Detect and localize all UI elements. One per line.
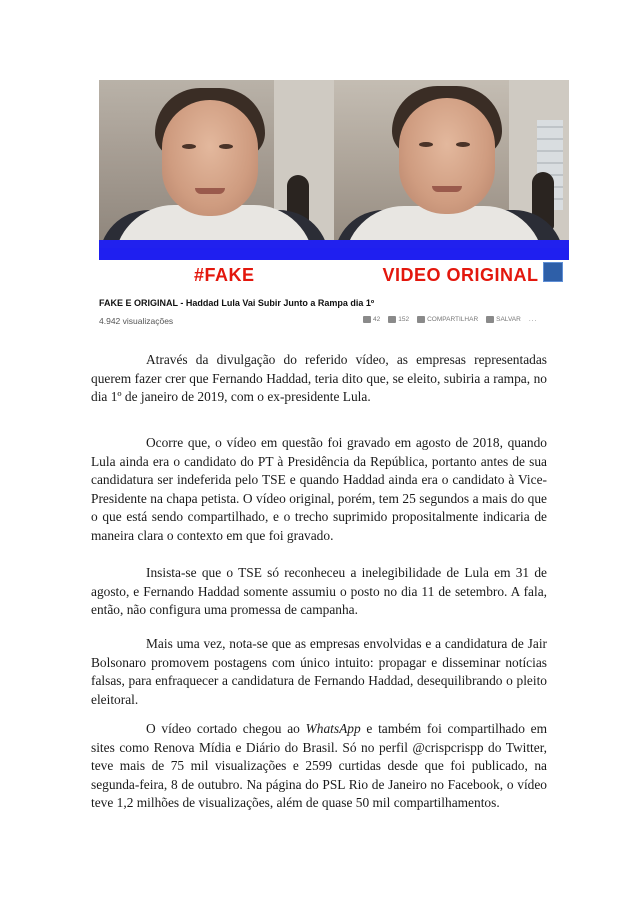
video-screenshot [93, 80, 569, 336]
video-caption-banner [99, 240, 569, 290]
thumbs-down-icon [388, 316, 396, 323]
video-views: 4.942 visualizações [99, 316, 174, 326]
more-options-icon: ... [528, 316, 538, 324]
save-button: SALVAR [486, 316, 521, 323]
dislike-button: 152 [388, 316, 409, 323]
video-frame-fake [99, 80, 334, 248]
paragraph-4: Mais uma vez, nota-se que as empresas envolvidas e a candidatura de Jair Bolsonaro promovem postagens com único intuito: propagar e disseminar notícias falsas, para enfraquecer a candidatura de Fernando Haddad, desequilibrando o pleito eleitoral. [91, 636, 547, 707]
like-button: 42 [363, 316, 380, 323]
share-icon [417, 316, 425, 323]
paragraph-5: O vídeo cortado chegou ao WhatsApp e também foi compartilhado em sites como Renova Mídia e Diário do Brasil. Só no perfil @crispcrispp do Twitter, teve mais de 75 mil visualizações e 2599 curtidas desde que foi publicado, na segunda-feira, 8 de outubro. Na página do PSL Rio de Janeiro no Facebook, o vídeo teve 1,2 milhões de visualizações, além de quase 50 mil compartilhamentos. [91, 721, 547, 811]
video-actions [363, 316, 537, 323]
video-frame-original [334, 80, 569, 248]
thumbs-up-icon [363, 316, 371, 323]
share-button: COMPARTILHAR [417, 316, 478, 323]
paragraph-1: Através da divulgação do referido vídeo, as empresas representadas querem fazer crer que Fernando Haddad, teria dito que, se eleito, subiria a rampa, no dia 1º de janeiro de 2019, com o ex-presidente Lula. [91, 352, 547, 405]
channel-logo-icon [543, 262, 563, 282]
paragraph-3: Insista-se que o TSE só reconheceu a inelegibilidade de Lula em 31 de agosto, e Fernando Haddad somente assumiu o posto no dia 11 de setembro. A fala, então, não configura uma promessa de campanha. [91, 565, 547, 618]
paragraph-2: Ocorre que, o vídeo em questão foi gravado em agosto de 2018, quando Lula ainda era o candidato do PT à Presidência da República, portanto antes de sua candidatura ser indeferida pelo TSE e quando Haddad ainda era o candidato à Vice-Presidente na chapa petista. O vídeo original, porém, tem 25 segundos a mais do que o que está sendo compartilhado, e o trecho suprimido propositalmente indicaria de maneira clara o contexto em que foi gravado. [91, 435, 547, 543]
caption-fake: #FAKE [194, 264, 255, 285]
video-title: FAKE E ORIGINAL - Haddad Lula Vai Subir Junto a Rampa dia 1º [99, 298, 375, 308]
whatsapp-term: WhatsApp [305, 721, 361, 736]
playlist-add-icon [486, 316, 494, 323]
caption-original: VIDEO ORIGINAL [382, 264, 539, 285]
